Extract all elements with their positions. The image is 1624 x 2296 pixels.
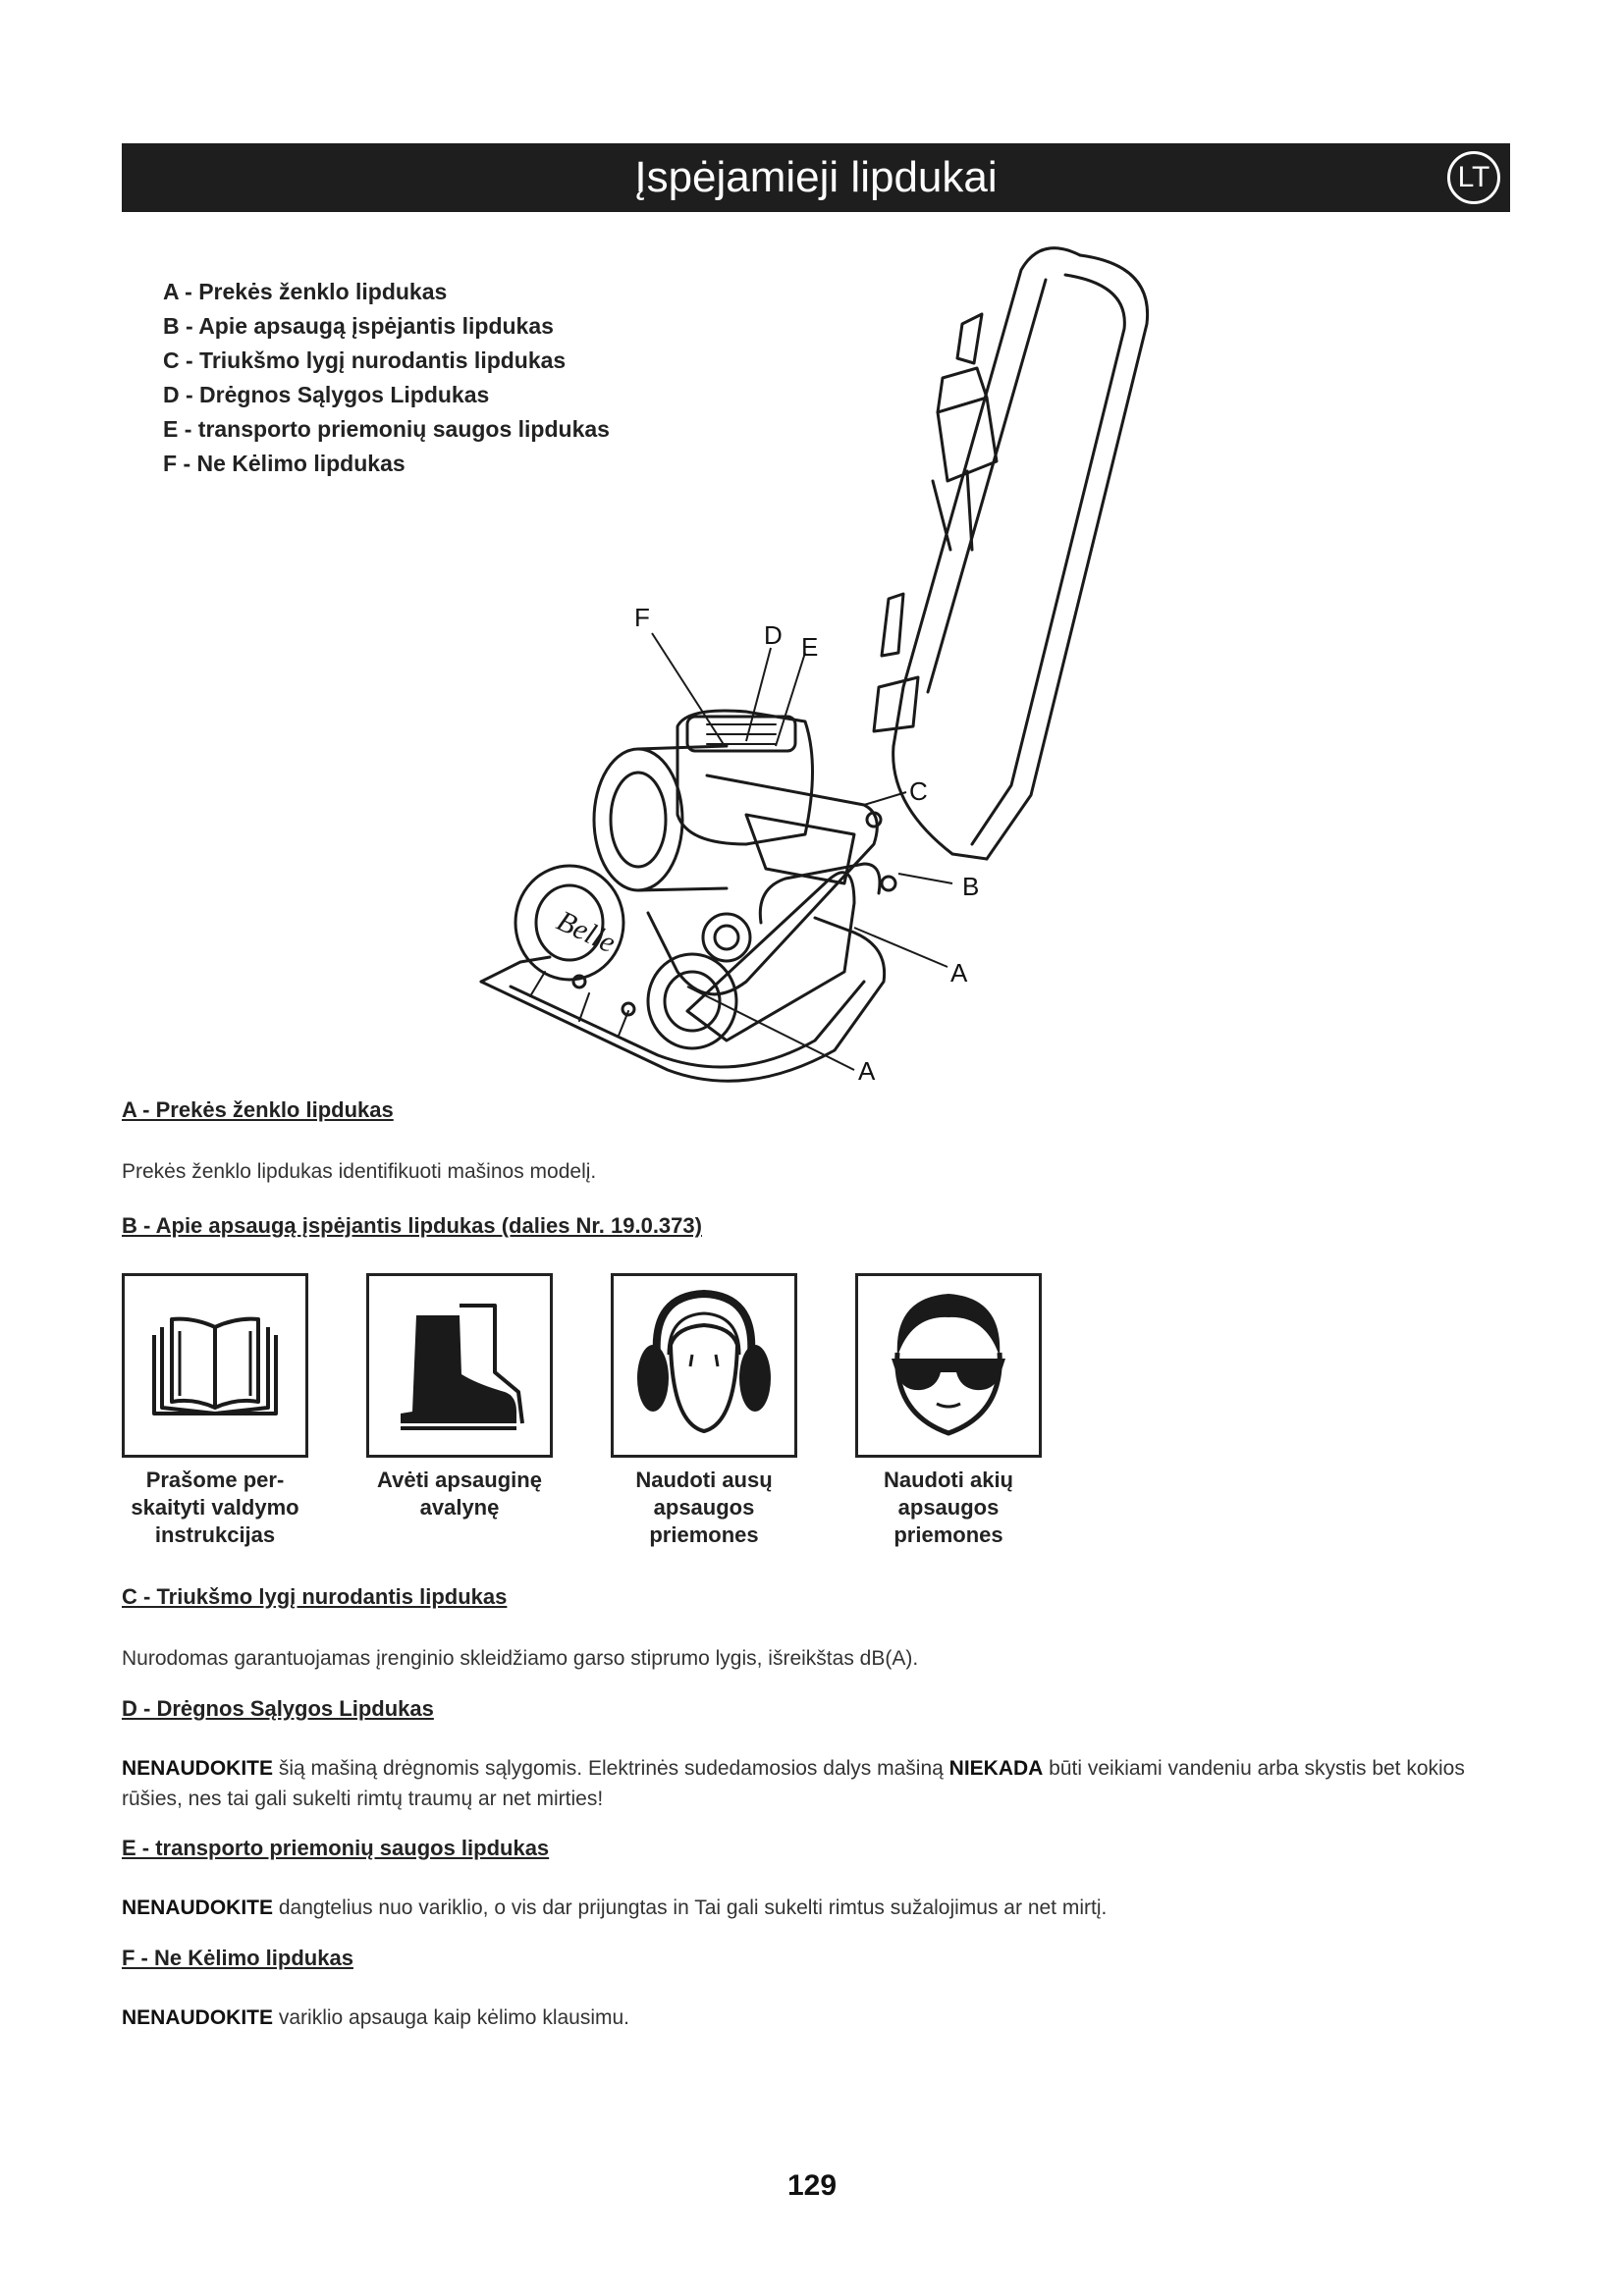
handle-grip — [957, 314, 982, 363]
section-e-text: NENAUDOKITE dangtelius nuo variklio, o vis dar prijungtas in Tai gali sukelti rimtus sužalojimus ar net mirtį. — [122, 1896, 1108, 1919]
callout-d: D — [764, 620, 783, 650]
legend-item-d: D - Drėgnos Sąlygos Lipdukas — [163, 382, 490, 407]
legend-item-a: A - Prekės ženklo lipdukas — [163, 279, 448, 304]
brand-logo: Belle — [552, 904, 621, 960]
manual-icon-label: Prašome per- skaityti valdymo instrukcijas — [131, 1468, 299, 1547]
manual-icon — [125, 1276, 305, 1455]
ear-icon-label: Naudoti ausų apsaugos priemones — [635, 1468, 773, 1547]
machine-diagram — [432, 221, 1198, 1114]
callout-a-lower: A — [858, 1056, 876, 1086]
page-number: 129 — [786, 2169, 838, 2202]
callout-e: E — [801, 632, 819, 662]
section-d-text: NENAUDOKITE šią mašiną drėgnomis sąlygomis. Elektrinės sudedamosios dalys mašiną NIEKADA būti veikiami vandeniu arba skystis bet kokios rūšies, nes tai gali sukelti rimtų traumų ar net mirties! — [122, 1757, 1465, 1810]
section-f-text: NENAUDOKITE variklio apsauga kaip kėlimo klausimu. — [122, 2006, 630, 2029]
page-title: Įspėjamieji lipdukai — [634, 153, 998, 201]
legend-item-b: B - Apie apsaugą įspėjantis lipdukas — [163, 313, 554, 339]
boot-icon-label: Avėti apsauginę avalynę — [377, 1468, 542, 1520]
section-a-text: Prekės ženklo lipdukas identifikuoti mašinos modelį. — [122, 1160, 597, 1183]
ear-protection-icon — [614, 1276, 794, 1455]
legend-item-c: C - Triukšmo lygį nurodantis lipdukas — [163, 347, 567, 373]
section-c-title: C - Triukšmo lygį nurodantis lipdukas — [122, 1584, 508, 1609]
ear-icon-card — [611, 1273, 797, 1458]
header-bar — [122, 143, 1510, 212]
section-a-title: A - Prekės ženklo lipdukas — [122, 1097, 394, 1122]
section-b-title: B - Apie apsaugą įspėjantis lipdukas (dalies Nr. 19.0.373) — [122, 1213, 702, 1238]
callout-b: B — [962, 872, 980, 901]
callout-c: C — [909, 776, 928, 806]
handle-loop — [893, 248, 1080, 746]
eye-icon-label: Naudoti akių apsaugos priemones — [883, 1468, 1013, 1547]
boot-icon-card — [366, 1273, 553, 1458]
section-c-text: Nurodomas garantuojamas įrenginio skleidžiamo garso stiprumo lygis, išreikštas dB(A). — [122, 1647, 919, 1670]
eye-icon-card — [855, 1273, 1042, 1458]
legend-item-e: E - transporto priemonių saugos lipdukas — [163, 416, 610, 442]
legend-item-f: F - Ne Kėlimo lipdukas — [163, 451, 406, 476]
section-e-title: E - transporto priemonių saugos lipdukas — [122, 1836, 550, 1860]
section-f-title: F - Ne Kėlimo lipdukas — [122, 1946, 353, 1970]
callout-f: F — [634, 603, 650, 632]
section-d-title: D - Drėgnos Sąlygos Lipdukas — [122, 1696, 434, 1721]
language-badge: LT — [1447, 151, 1500, 204]
eye-protection-icon — [858, 1276, 1039, 1455]
callout-a-upper: A — [950, 958, 968, 988]
safety-boot-icon — [369, 1276, 550, 1455]
manual-icon-card — [122, 1273, 308, 1458]
